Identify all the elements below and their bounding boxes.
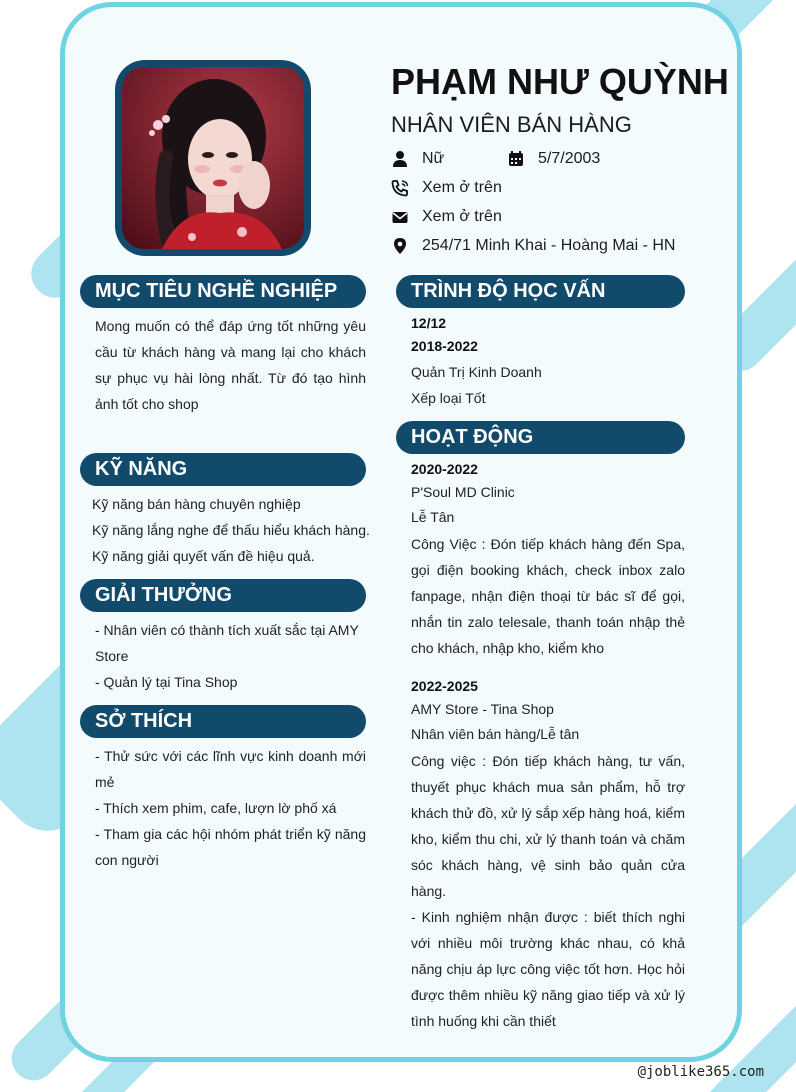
hobby-item: - Tham gia các hội nhóm phát triển kỹ năng con người xyxy=(95,826,366,868)
avatar-frame xyxy=(115,60,311,256)
hobby-item: - Thích xem phim, cafe, lượn lờ phố xá xyxy=(95,800,337,816)
education-rank: Xếp loại Tốt xyxy=(411,390,486,406)
phone-icon xyxy=(391,179,409,197)
watermark: @joblike365.com xyxy=(637,1064,764,1080)
person-icon xyxy=(391,150,409,168)
activity-period: 2022-2025 xyxy=(411,678,478,694)
activities-heading: HOẠT ĐỘNG xyxy=(396,421,685,454)
job-title: NHÂN VIÊN BÁN HÀNG xyxy=(391,112,632,137)
education-major: Quản Trị Kinh Doanh xyxy=(411,364,542,380)
education-heading: TRÌNH ĐỘ HỌC VẤN xyxy=(396,275,685,308)
cv-card xyxy=(60,2,742,1062)
gender-row xyxy=(391,148,444,170)
skill-item: Kỹ năng bán hàng chuyên nghiệp xyxy=(92,496,301,512)
email-value: Xem ở trên xyxy=(422,208,502,225)
skills-heading: KỸ NĂNG xyxy=(80,453,366,486)
education-grade: 12/12 xyxy=(411,315,447,331)
activity-role: Lễ Tân xyxy=(411,509,455,525)
skill-item: Kỹ năng giải quyết vấn đề hiệu quả. xyxy=(92,548,315,564)
birthday-row xyxy=(507,148,600,170)
activity-description: Công Việc : Đón tiếp khách hàng đến Spa, gọi điện booking khách, check inbox zalo fanpage, nhận điện thoại từ bác sĩ để gọi, nhắn tin zalo telesale, thanh toán nhập thẻ cho khách, nhập kho, kiểm kho xyxy=(411,536,685,656)
activity-description: Công việc : Đón tiếp khách hàng, tư vấn, thuyết phục khách mua sản phẩm, hỗ trợ khách thử đồ, xử lý sắp xếp hàng hoá, kiểm kho, kiểm thu chi, xử lý thanh toán và chăm sóc khách hàng, vệ sinh bảo quản cửa hàng. xyxy=(411,753,685,899)
activity-period: 2020-2022 xyxy=(411,461,478,477)
avatar xyxy=(122,67,304,249)
calendar-icon xyxy=(507,150,525,168)
skill-item: Kỹ năng lắng nghe để thấu hiểu khách hàng. xyxy=(92,522,370,538)
activity-experience: - Kinh nghiệm nhận được : biết thích nghi với nhiều môi trường khác nhau, có khả năng chịu áp lực công việc tốt hơn. Học hỏi được thêm nhiều kỹ năng giao tiếp và xử lý tình huống khi cần thiết xyxy=(411,909,685,1029)
hobby-item: - Thử sức với các lĩnh vực kinh doanh mới mẻ xyxy=(95,748,366,790)
hobbies-heading: SỞ THÍCH xyxy=(80,705,366,738)
address-row xyxy=(391,235,675,257)
objective-heading: MỤC TIÊU NGHỀ NGHIỆP xyxy=(80,275,366,308)
award-item: - Quản lý tại Tina Shop xyxy=(95,674,238,690)
envelope-icon xyxy=(391,208,409,226)
birthday-value: 5/7/2003 xyxy=(538,150,601,167)
award-item: - Nhân viên có thành tích xuất sắc tại AMY Store xyxy=(95,622,359,664)
awards-heading: GIẢI THƯỞNG xyxy=(80,579,366,612)
activity-role: Nhân viên bán hàng/Lễ tân xyxy=(411,726,580,742)
candidate-name: PHẠM NHƯ QUỲNH xyxy=(391,61,729,102)
phone-row xyxy=(391,177,502,199)
phone-value: Xem ở trên xyxy=(422,179,502,196)
location-pin-icon xyxy=(391,237,409,255)
email-row xyxy=(391,206,502,228)
objective-text: Mong muốn có thể đáp ứng tốt những yêu cầu từ khách hàng và mang lại cho khách sự phục vụ hài lòng nhất. Từ đó tạo hình ảnh tốt cho shop xyxy=(95,318,366,412)
gender-value: Nữ xyxy=(422,150,445,167)
activity-org: AMY Store - Tina Shop xyxy=(411,701,554,717)
education-period: 2018-2022 xyxy=(411,338,478,354)
activity-org: P'Soul MD Clinic xyxy=(411,484,515,500)
address-value: 254/71 Minh Khai - Hoàng Mai - HN xyxy=(422,237,676,254)
